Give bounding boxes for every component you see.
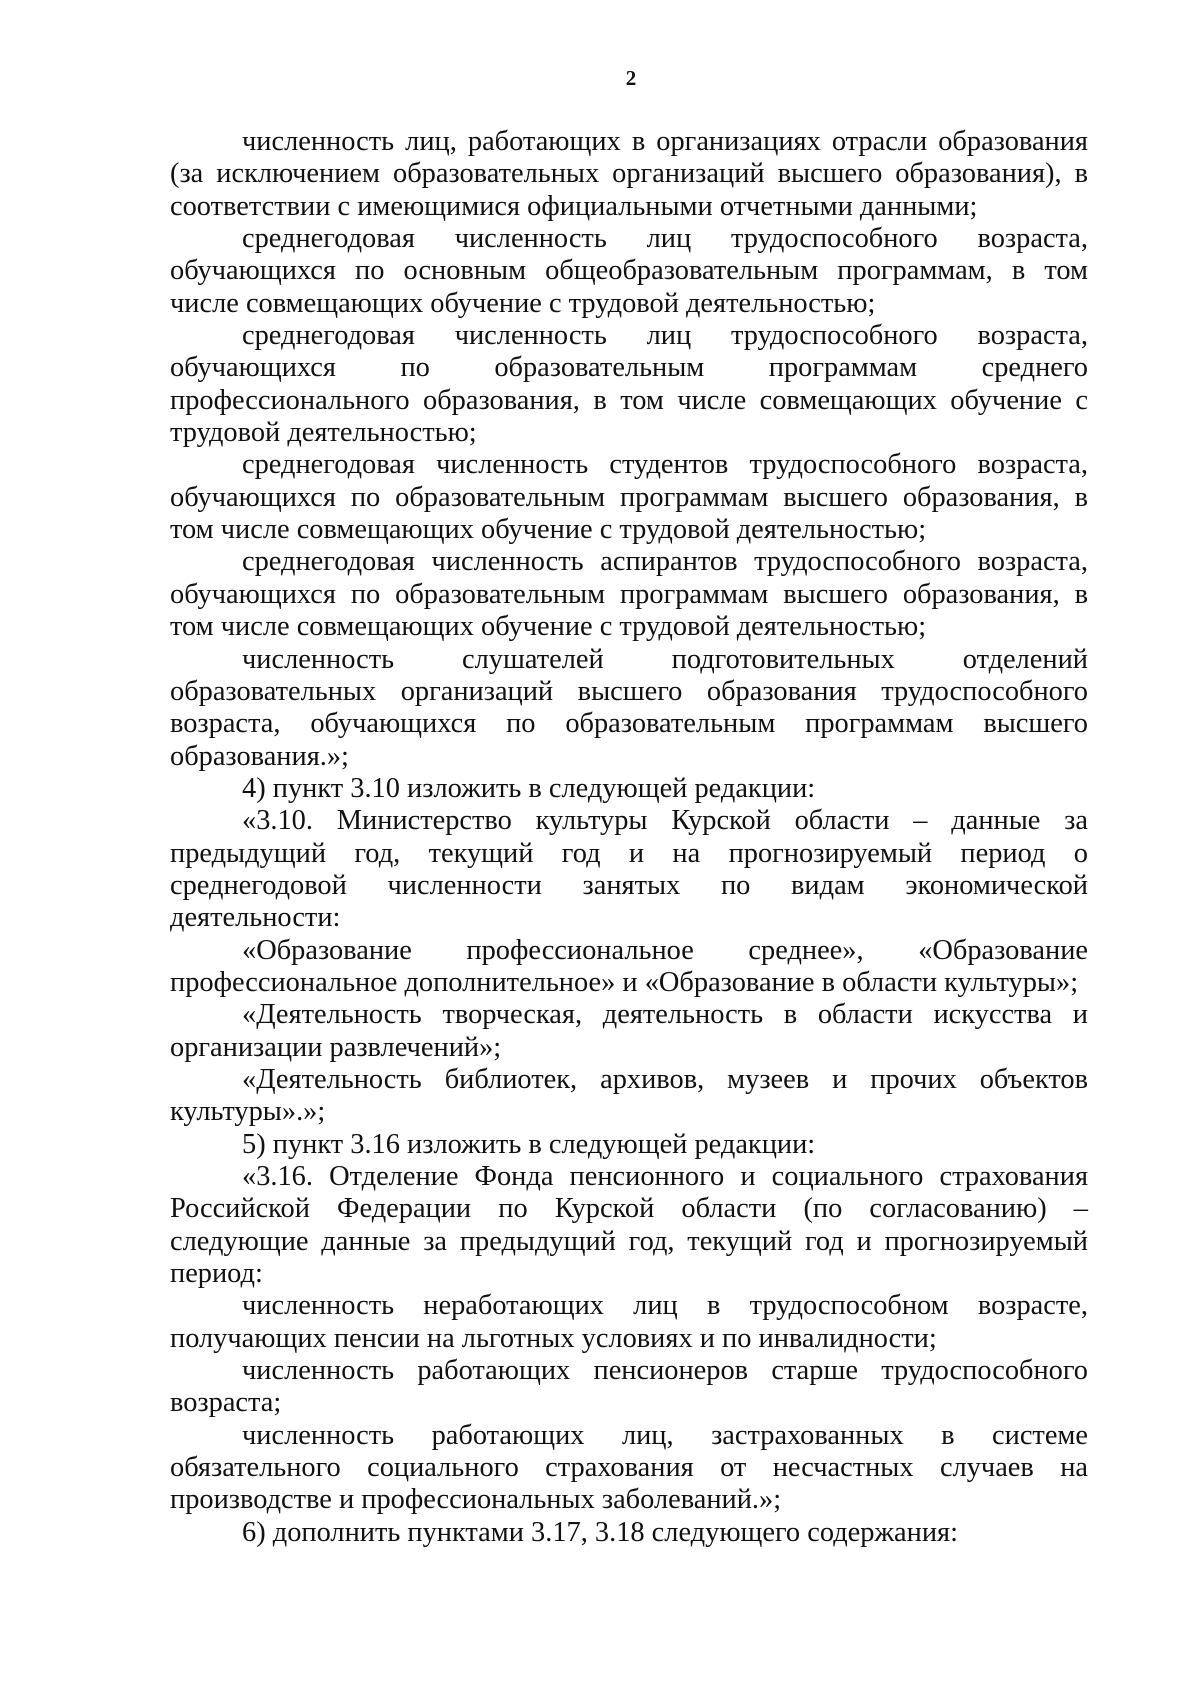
- list-item-heading: 6) дополнить пунктами 3.17, 3.18 следующего содержания:: [242, 1516, 958, 1548]
- document-body: [170, 126, 1088, 1549]
- paragraph: «Деятельность библиотек, архивов, музеев и прочих объектов культуры».»;: [170, 1063, 1088, 1128]
- paragraph: численность работающих пенсионеров старше трудоспособного возраста;: [170, 1355, 1088, 1419]
- paragraph: «3.16. Отделение Фонда пенсионного и социального страхования Российской Федерации по Курской области (по согласованию) – следующие данные за предыдущий год, текущий год и прогнозируемый период:: [170, 1161, 1088, 1290]
- list-item-heading: 4) пункт 3.10 изложить в следующей редакции:: [242, 772, 816, 804]
- paragraph: численность работающих лиц, застрахованных в системе обязательного социального страхования от несчастных случаев на производстве и профессиональных заболеваний.»;: [170, 1419, 1088, 1516]
- paragraph: численность слушателей подготовительных отделений образовательных организаций высшего образования трудоспособного возраста, обучающихся по образовательным программам высшего образования.»;: [170, 643, 1088, 772]
- paragraph: численность лиц, работающих в организациях отрасли образования (за исключением образовательных организаций высшего образования), в соответствии с имеющимися официальными отчетными данными;: [170, 126, 1088, 222]
- paragraph: «3.10. Министерство культуры Курской области – данные за предыдущий год, текущий год и на прогнозируемый период о среднегодовой численности занятых по видам экономической деятельности:: [170, 805, 1088, 934]
- paragraph: среднегодовая численность лиц трудоспособного возраста, обучающихся по основным общеобразовательным программам, в том числе совмещающих обучение с трудовой деятельностью;: [170, 223, 1088, 319]
- paragraph: среднегодовая численность студентов трудоспособного возраста, обучающихся по образовательным программам высшего образования, в том числе совмещающих обучение с трудовой деятельностью;: [170, 449, 1088, 546]
- paragraph: среднегодовая численность аспирантов трудоспособного возраста, обучающихся по образовательным программам высшего образования, в том числе совмещающих обучение с трудовой деятельностью;: [170, 546, 1088, 643]
- list-item-heading: 5) пункт 3.16 изложить в следующей редакции:: [242, 1128, 816, 1160]
- paragraph: численность неработающих лиц в трудоспособном возрасте, получающих пенсии на льготных условиях и по инвалидности;: [170, 1290, 1088, 1354]
- paragraph: «Образование профессиональное среднее», «Образование профессиональное дополнительное» и «Образование в области культуры»;: [170, 934, 1088, 998]
- paragraph: среднегодовая численность лиц трудоспособного возраста, обучающихся по образовательным программам среднего профессионального образования, в том числе совмещающих обучение с трудовой деятельностью;: [170, 320, 1088, 449]
- page-number: 2: [625, 66, 637, 90]
- paragraph: «Деятельность творческая, деятельность в области искусства и организации развлечений»;: [170, 999, 1088, 1063]
